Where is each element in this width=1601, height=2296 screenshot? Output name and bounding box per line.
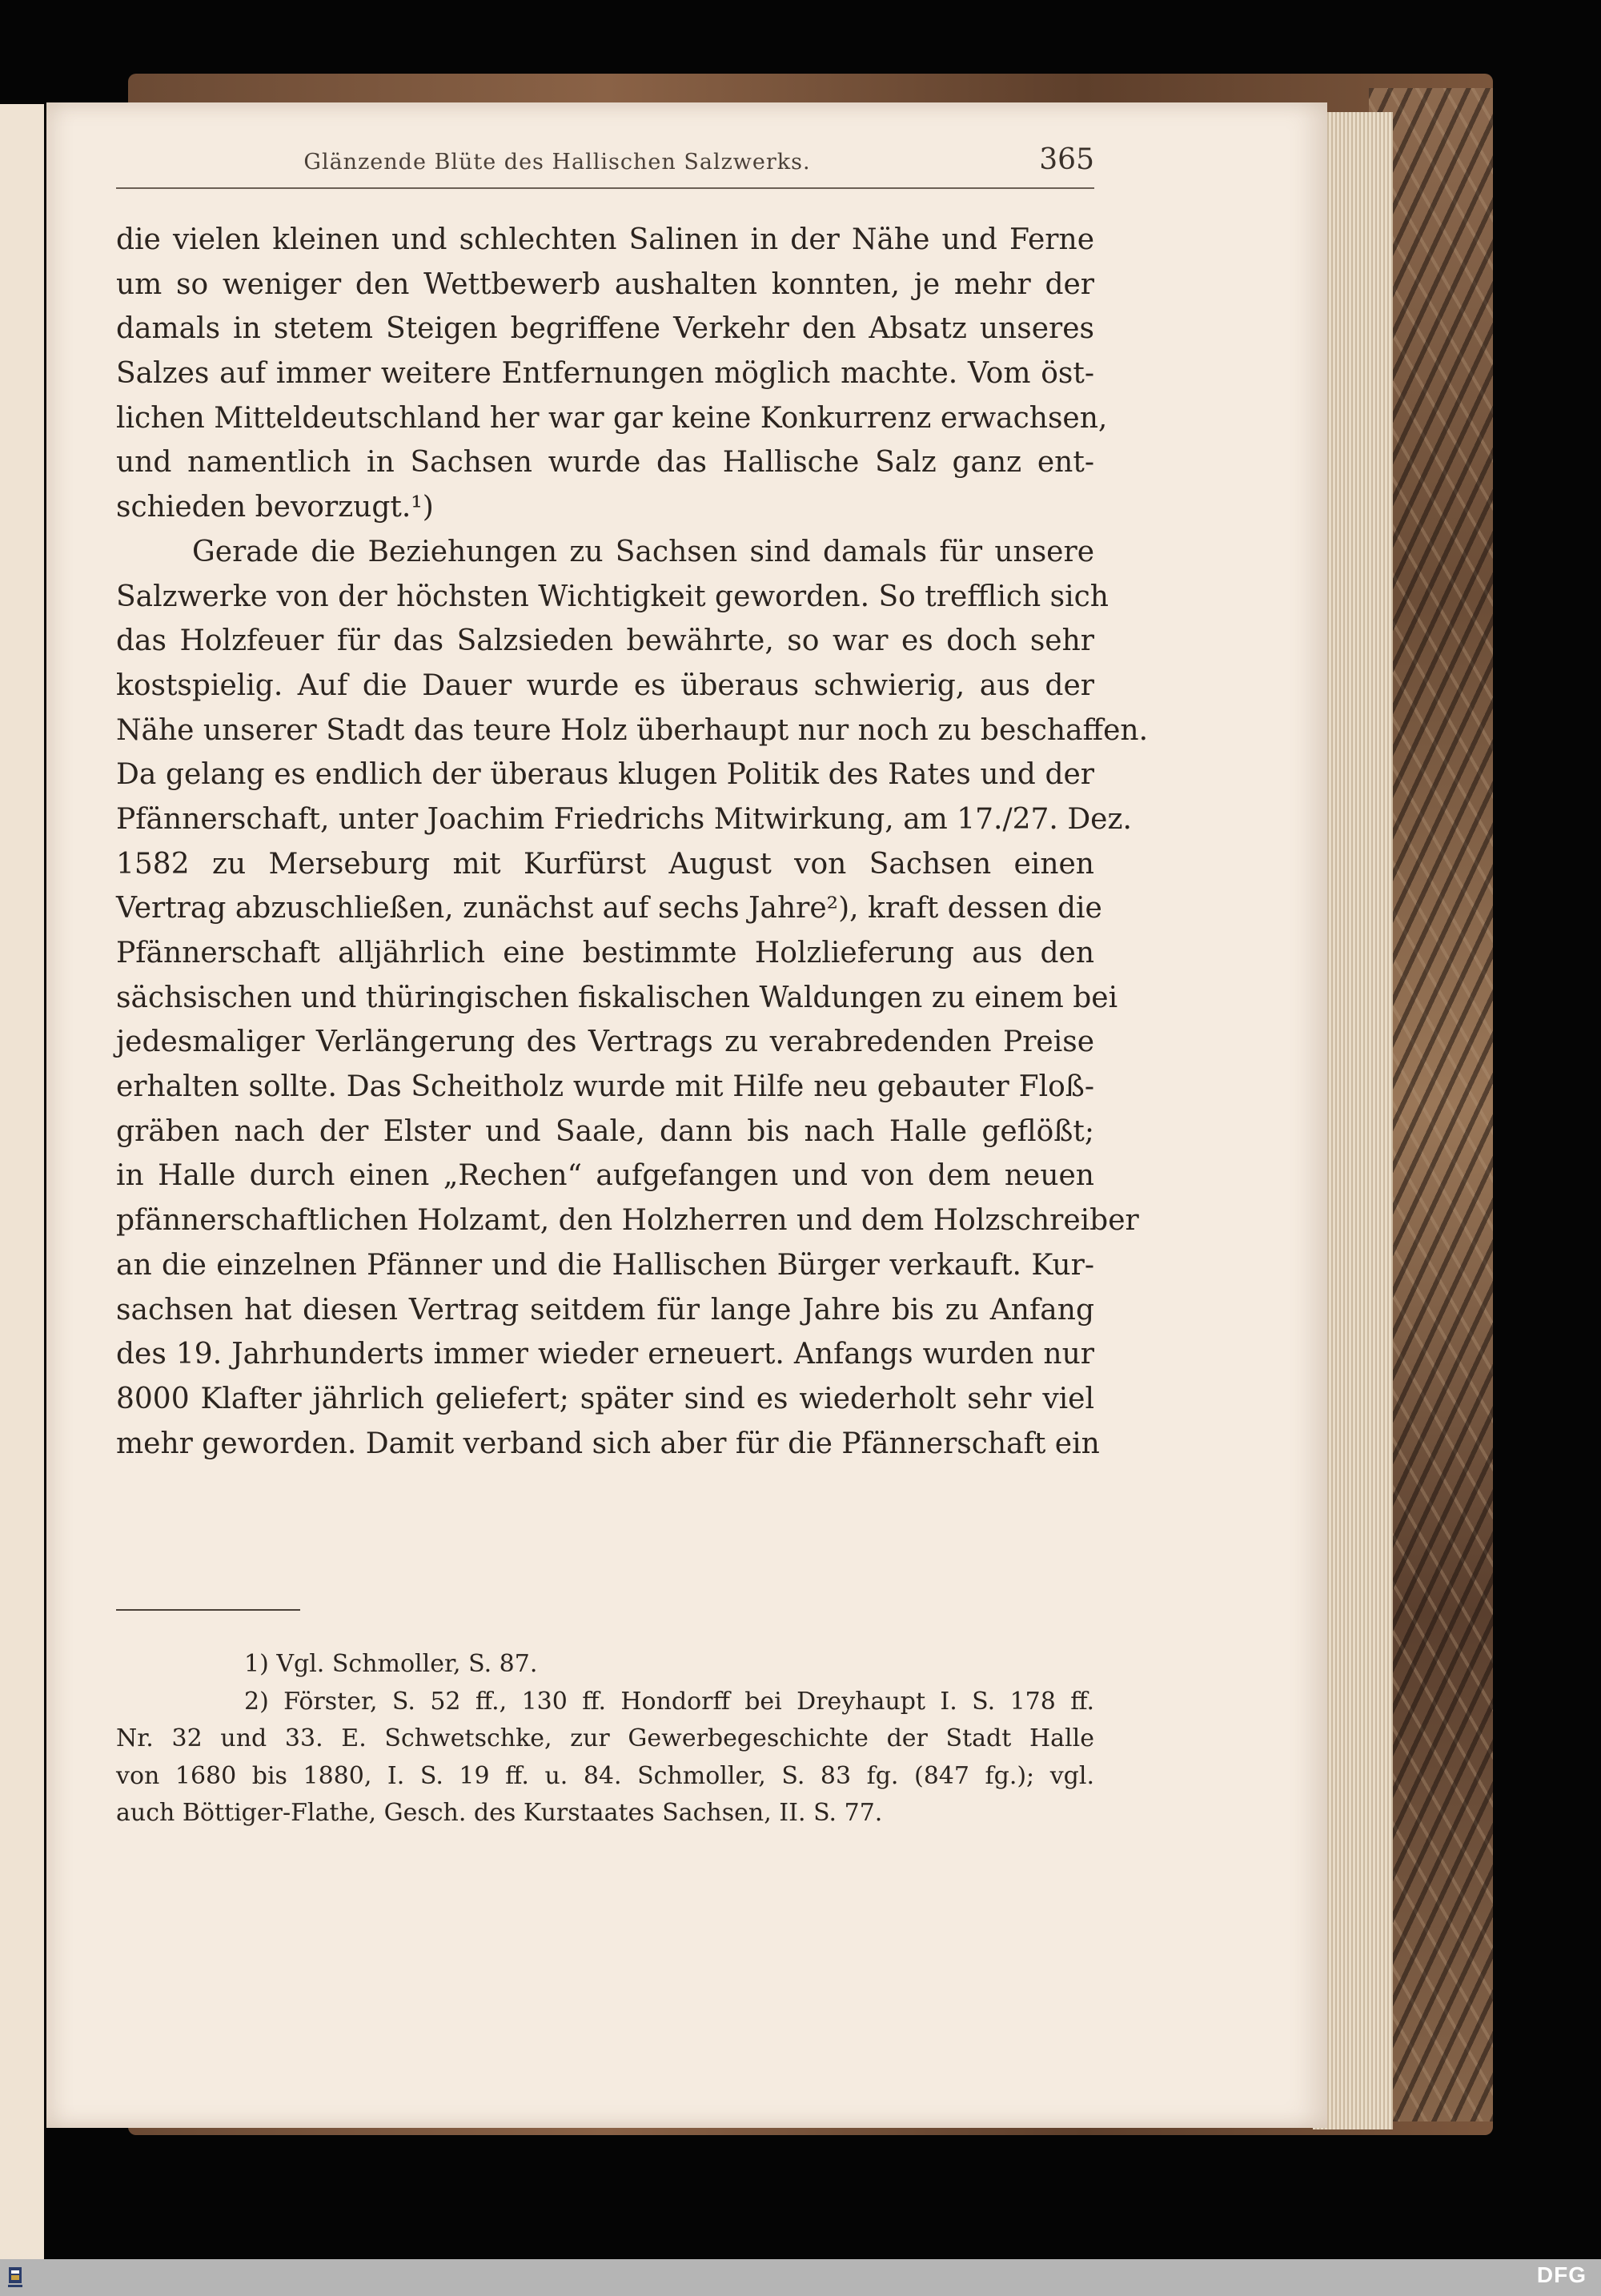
text-line: damals in stetem Steigen begriffene Verkehr den Absatz unseres	[116, 312, 1094, 346]
footnote-line: Nr. 32 und 33. E. Schwetschke, zur Gewerbegeschichte der Stadt Halle	[116, 1724, 1094, 1752]
text-line: Vertrag abzuschließen, zunächst auf sechs Jahre²), kraft dessen die	[116, 892, 1102, 925]
text-line: mehr geworden. Damit verband sich aber für die Pfännerschaft ein	[116, 1427, 1100, 1460]
text-line: Salzes auf immer weitere Entfernungen möglich machte. Vom öst-	[116, 357, 1094, 391]
text-line: Da gelang es endlich der überaus klugen Politik des Rates und der	[116, 758, 1094, 792]
footnote-rule	[116, 1609, 300, 1611]
text-line: des 19. Jahrhunderts immer wieder erneuert. Anfangs wurden nur	[116, 1338, 1094, 1371]
text-line: Gerade die Beziehungen zu Sachsen sind damals für unsere	[192, 535, 1094, 568]
dfg-logo: DFG	[1536, 2262, 1587, 2287]
viewer-bottom-bar	[0, 2259, 1601, 2296]
text-line: an die einzelnen Pfänner und die Hallischen Bürger verkauft. Kur-	[116, 1248, 1094, 1282]
text-line: Pfännerschaft, unter Joachim Friedrichs Mitwirkung, am 17./27. Dez.	[116, 802, 1132, 836]
text-line: in Halle durch einen „Rechen“ aufgefangen und von dem neuen	[116, 1159, 1094, 1193]
text-line: schieden bevorzugt.¹)	[116, 491, 434, 524]
text-line: jedesmaliger Verlängerung des Vertrags zu verabredenden Preise	[116, 1026, 1094, 1059]
footnote-line: von 1680 bis 1880, I. S. 19 ff. u. 84. Schmoller, S. 83 fg. (847 fg.); vgl.	[116, 1761, 1094, 1790]
text-line: pfännerschaftlichen Holzamt, den Holzherren und dem Holzschreiber	[116, 1204, 1139, 1238]
text-line: das Holzfeuer für das Salzsieden bewährte, so war es doch sehr	[116, 624, 1094, 658]
text-line: und namentlich in Sachsen wurde das Hallische Salz ganz ent-	[116, 446, 1094, 480]
footnote-line: 1) Vgl. Schmoller, S. 87.	[244, 1650, 538, 1678]
footnotes	[116, 1646, 1094, 1832]
text-line: Nähe unserer Stadt das teure Holz überhaupt nur noch zu beschaffen.	[116, 713, 1149, 747]
text-line: die vielen kleinen und schlechten Salinen in der Nähe und Ferne	[116, 223, 1094, 256]
page-header	[116, 143, 1094, 183]
body-text	[116, 218, 1149, 1466]
text-line: sachsen hat diesen Vertrag seitdem für lange Jahre bis zu Anfang	[116, 1293, 1094, 1327]
library-seal-icon	[6, 2264, 24, 2290]
left-page-edge	[0, 104, 44, 2282]
text-line: um so weniger den Wettbewerb aushalten konnten, je mehr der	[116, 267, 1094, 301]
text-line: gräben nach der Elster und Saale, dann bis nach Halle geflößt;	[116, 1114, 1094, 1148]
page-number: 365	[1039, 143, 1094, 176]
header-rule	[116, 187, 1094, 189]
text-line: lichen Mitteldeutschland her war gar keine Konkurrenz erwachsen,	[116, 401, 1108, 435]
text-line: kostspielig. Auf die Dauer wurde es überaus schwierig, aus der	[116, 668, 1094, 702]
footnote-line: auch Böttiger-Flathe, Gesch. des Kurstaates Sachsen, II. S. 77.	[116, 1799, 883, 1827]
text-line: 8000 Klafter jährlich geliefert; später sind es wiederholt sehr viel	[116, 1382, 1094, 1415]
running-title: Glänzende Blüte des Hallischen Salzwerks.	[303, 150, 811, 175]
text-line: 1582 zu Merseburg mit Kurfürst August von Sachsen einen	[116, 847, 1094, 881]
text-line: Salzwerke von der höchsten Wichtigkeit geworden. So trefflich sich	[116, 580, 1109, 613]
text-line: Pfännerschaft alljährlich eine bestimmte Holzlieferung aus den	[116, 937, 1094, 969]
text-line: erhalten sollte. Das Scheitholz wurde mit Hilfe neu gebauter Floß-	[116, 1070, 1094, 1104]
text-line: sächsischen und thüringischen fiskalischen Waldungen zu einem bei	[116, 981, 1118, 1014]
footnote-line: 2) Förster, S. 52 ff., 130 ff. Hondorff bei Dreyhaupt I. S. 178 ff.	[244, 1687, 1094, 1716]
